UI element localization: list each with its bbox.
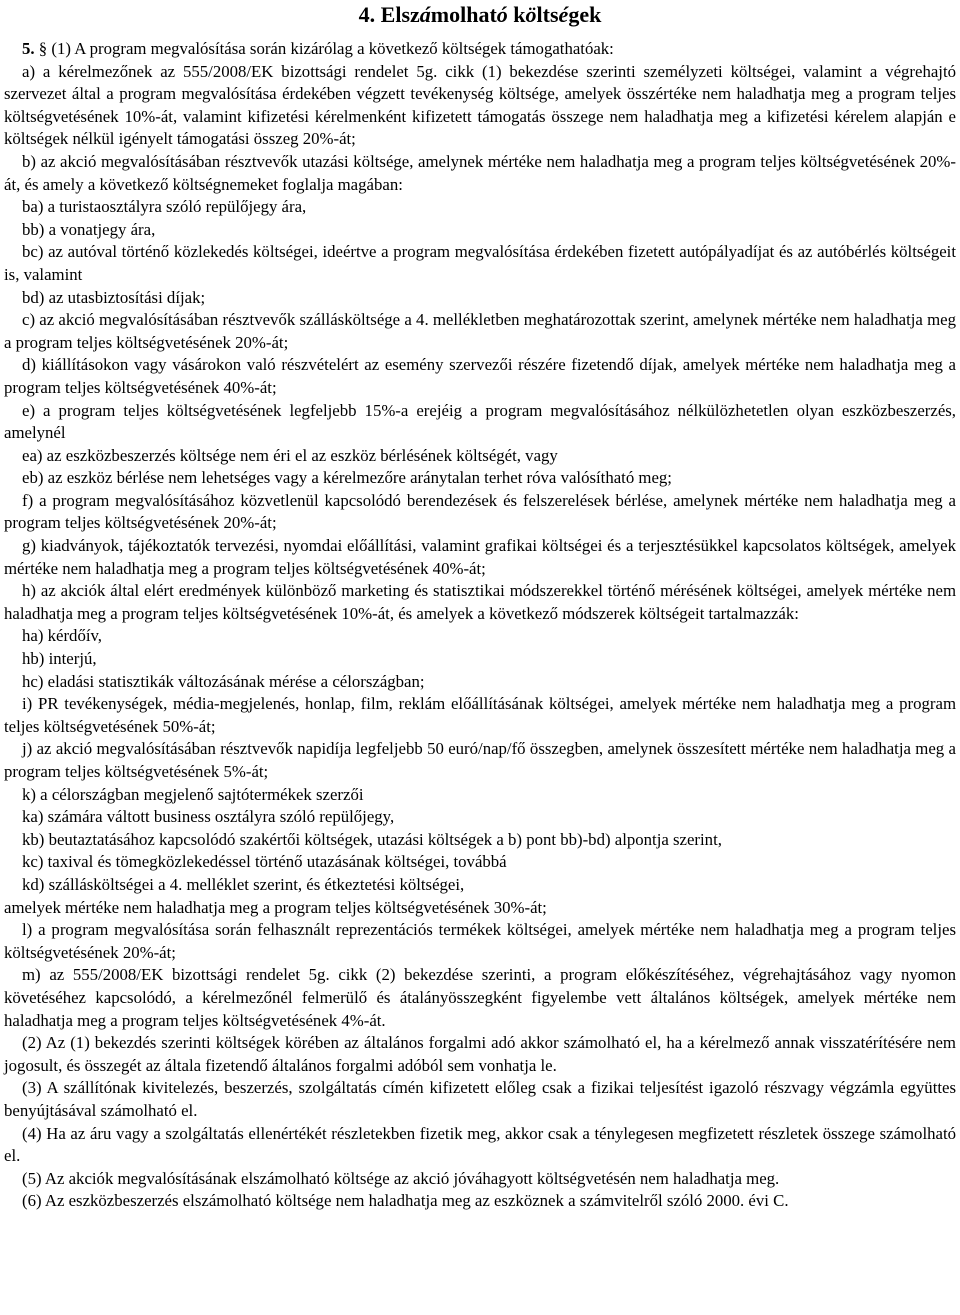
list-item-b: b) az akció megvalósításában résztvevők utazási költsége, amelynek mértéke nem haladhatja meg a program teljes költségvetésének 20%-át, és amely a következő költségnemeket foglalja magában: xyxy=(4,151,956,194)
list-item-bd: bd) az utasbiztosítási díjak; xyxy=(22,287,206,307)
list-item-a: a) a kérelmezőnek az 555/2008/EK bizottsági rendelet 5g. cikk (1) bekezdése szerinti személyzeti költségei, valamint a végrehajtó szervezet által a program megvalósítása érdekében végzett tevékenység költsége, amelyek összértéke nem haladhatja meg a program teljes költségvetésének 10%-át, valamint kifizetési kérelmenként kifizetett támogatás összege nem haladhatja meg a kifizetési kérelem alapján e költségek nélkül igényelt támogatási összeg 20%-át; xyxy=(4,61,956,149)
list-item-bb: bb) a vonatjegy ára, xyxy=(22,219,156,239)
list-item-bc: bc) az autóval történő közlekedés költségei, ideértve a program megvalósítása érdekében fizetett autópályadíjat és az autóbérlés költségeit is, valamint xyxy=(4,242,956,284)
list-item-ha: ha) kérdőív, xyxy=(22,626,102,646)
paragraph-4: (4) Ha az áru vagy a szolgáltatás ellenértékét részletekben fizetik meg, akkor csak a ténylegesen megfizetett részletek összege számolható el. xyxy=(4,1123,956,1166)
list-item-k-closing: amelyek mértéke nem haladhatja meg a program teljes költségvetésének 30%-át; xyxy=(4,897,547,917)
list-item-l: l) a program megvalósítása során felhasznált reprezentációs termékek költségei, amelyek mértéke nem haladhatja meg a program teljes költségvetésének 20%-át; xyxy=(4,920,956,962)
list-item-f: f) a program megvalósításához közvetlenül kapcsolódó berendezések és felszerelések bérlése, amelynek mértéke nem haladhatja meg a program teljes költségvetésének 20%-át; xyxy=(4,490,956,533)
list-item-ka: ka) számára váltott business osztályra szóló repülőjegy, xyxy=(22,807,395,827)
list-item-k: k) a célországban megjelenő sajtótermékek szerzői xyxy=(22,784,364,804)
paragraph-3: (3) A szállítónak kivitelezés, beszerzés, szolgáltatás címén kifizetett előleg csak a fizikai teljesítést igazoló részvagy végzámla együttes benyújtásával számolható el. xyxy=(4,1078,956,1120)
page-title: 4. Elszámolható költségek xyxy=(358,2,602,27)
list-item-eb: eb) az eszköz bérlése nem lehetséges vagy a kérelmezőre aránytalan terhet róva valósítható meg; xyxy=(22,468,672,488)
list-item-e: e) a program teljes költségvetésének legfeljebb 15%-a erejéig a program megvalósításához nélkülözhetetlen olyan eszközbeszerzés, amelynél xyxy=(4,400,956,443)
list-item-hc: hc) eladási statisztikák változásának mérése a célországban; xyxy=(22,671,425,691)
list-item-j: j) az akció megvalósításában résztvevők napidíja legfeljebb 50 euró/nap/fő összegben, amelynek összesített mértéke nem haladhatja meg a program teljes költségvetésének 5%-át; xyxy=(4,739,956,781)
list-item-g: g) kiadványok, tájékoztatók tervezési, nyomdai előállítási, valamint grafikai költségei és a terjesztésükkel kapcsolatos költségek, amelyek mértéke nem haladhatja meg a program teljes költségvetésének 40%-át; xyxy=(4,536,956,578)
list-item-i: i) PR tevékenységek, média-megjelenés, honlap, film, reklám előállításának költségei, amelyek mértéke nem haladhatja meg a program teljes költségvetésének 50%-át; xyxy=(4,694,956,736)
list-item-h: h) az akciók által elért eredmények különböző marketing és statisztikai módszerekkel történő mérésének költségei, amelyek mértéke nem haladhatja meg a program teljes költségvetésének 10%-át, és amelyek a következő módszerek költségeit tartalmazzák: xyxy=(4,581,956,623)
list-item-kc: kc) taxival és tömegközlekedéssel történő utazásának költségei, továbbá xyxy=(22,852,507,872)
list-item-hb: hb) interjú, xyxy=(22,649,97,669)
section-heading: 5. § (1) A program megvalósítása során kizárólag a következő költségek támogathatóak: xyxy=(22,39,614,58)
list-item-ea: ea) az eszközbeszerzés költsége nem éri el az eszköz bérlésének költségét, vagy xyxy=(22,445,558,465)
paragraph-2: (2) Az (1) bekezdés szerinti költségek körében az általános forgalmi adó akkor számolható el, ha a kérelmező annak visszatérítésére nem jogosult, és összegét az általa fizetendő általános forgalmi adóból sem vonhatja le. xyxy=(4,1033,956,1075)
list-item-d: d) kiállításokon vagy vásárokon való részvételért az esemény szervezői részére fizetendő díjak, amelyek mértéke nem haladhatja meg a program teljes költségvetésének 40%-át; xyxy=(4,355,956,397)
paragraph-6: (6) Az eszközbeszerzés elszámolható költsége nem haladhatja meg az eszköznek a számvitelről szóló 2000. évi C. xyxy=(22,1191,789,1211)
list-item-kb: kb) beutaztatásához kapcsolódó szakértői költségek, utazási költségek a b) pont bb)-bd) alpontja szerint, xyxy=(22,829,722,849)
list-item-c: c) az akció megvalósításában résztvevők szállásköltsége a 4. mellékletben meghatározottak szerint, amelynek mértéke nem haladhatja meg a program teljes költségvetésének 20%-át; xyxy=(4,310,956,352)
list-item-m: m) az 555/2008/EK bizottsági rendelet 5g. cikk (2) bekezdése szerinti, a program előkészítéséhez, végrehajtásához vagy nyomon követéséhez kapcsolódó, a kérelmezőnél felmerülő és átalányösszegként figyelembe vett általános költségek, amelyek mértéke nem haladhatja meg a program teljes költségvetésének 4%-át. xyxy=(4,965,956,1030)
paragraph-5: (5) Az akciók megvalósításának elszámolható költsége az akció jóváhagyott költségvetésén nem haladhatja meg. xyxy=(22,1168,780,1188)
list-item-ba: ba) a turistaosztályra szóló repülőjegy ára, xyxy=(22,197,307,217)
list-item-kd: kd) szállásköltségei a 4. melléklet szerint, és étkeztetési költségei, xyxy=(22,874,465,894)
